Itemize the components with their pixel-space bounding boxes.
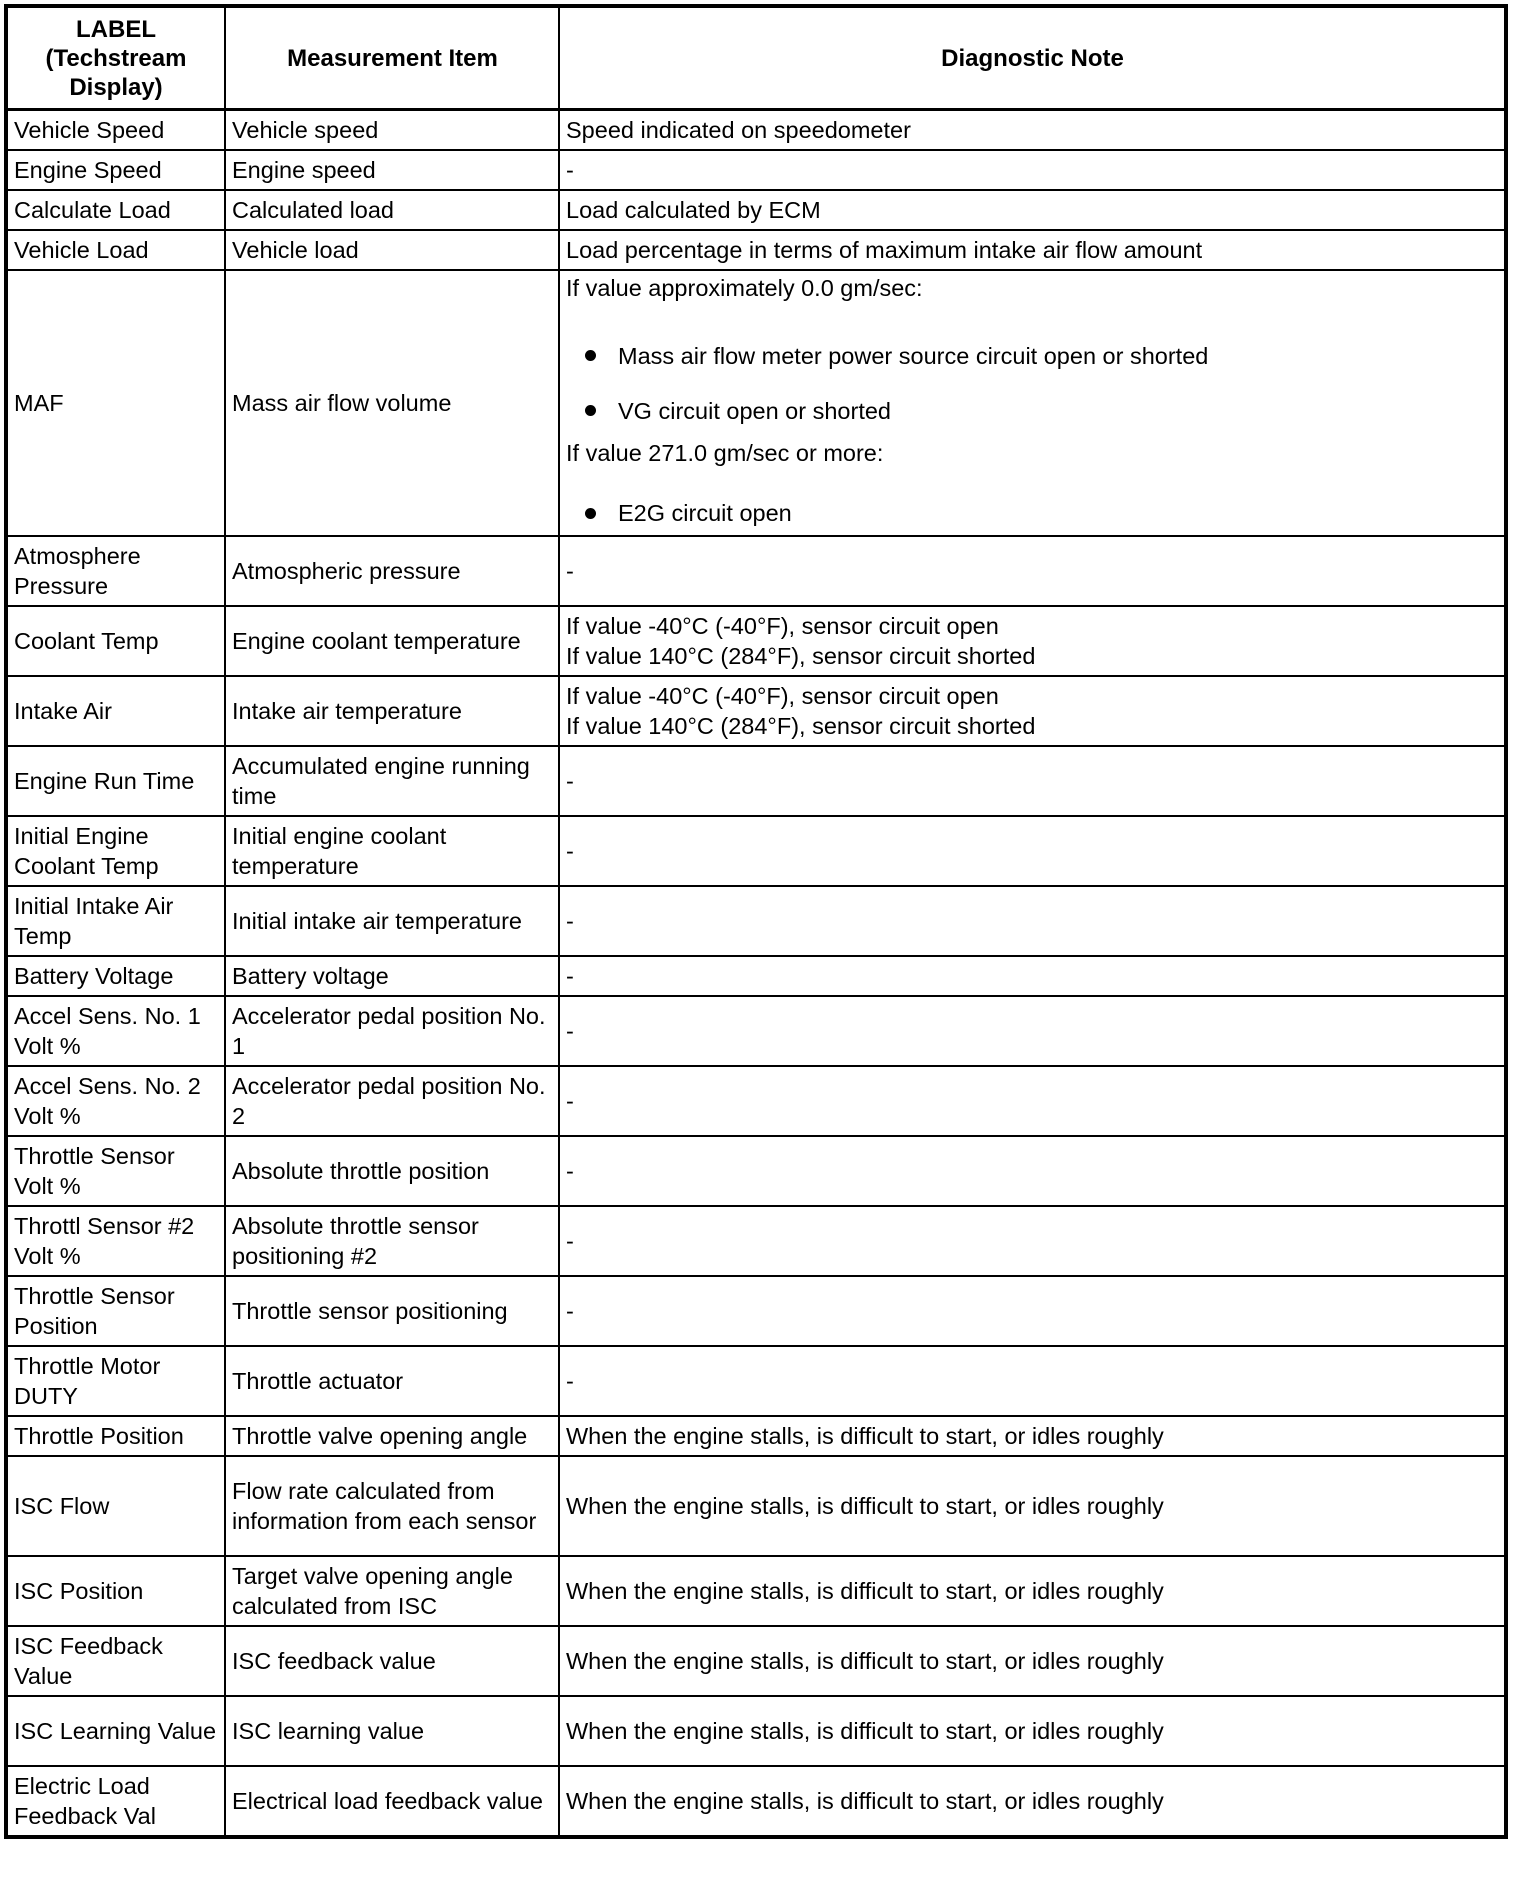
table-row <box>6 150 1506 190</box>
diagnostic-note-cell: - <box>559 1066 1506 1136</box>
label-cell: Vehicle Speed <box>6 110 225 151</box>
label-cell: Initial Intake Air Temp <box>6 886 225 956</box>
measurement-cell: Vehicle load <box>225 230 559 270</box>
diagnostic-note-cell: Load calculated by ECM <box>559 190 1506 230</box>
diagnostic-note-cell <box>559 606 1506 676</box>
diagnostic-note-cell: Load percentage in terms of maximum intake air flow amount <box>559 230 1506 270</box>
bullet-text: Mass air flow meter power source circuit open or shorted <box>618 342 1209 369</box>
bullet-text: E2G circuit open <box>618 500 792 526</box>
table-row <box>6 1346 1506 1416</box>
table-row <box>6 1416 1506 1456</box>
diagnostic-note-cell: - <box>559 746 1506 816</box>
measurement-cell: Initial intake air temperature <box>225 886 559 956</box>
diagnostic-note-cell: - <box>559 816 1506 886</box>
diagnostic-note-cell: When the engine stalls, is difficult to start, or idles roughly <box>559 1626 1506 1696</box>
table-row <box>6 1626 1506 1696</box>
header-diagnostic-note: Diagnostic Note <box>559 6 1506 110</box>
header-measurement-item: Measurement Item <box>225 6 559 110</box>
note-line: If value 140°C (284°F), sensor circuit shorted <box>566 713 1036 739</box>
bullet-icon <box>585 350 596 361</box>
measurement-cell: Throttle valve opening angle <box>225 1416 559 1456</box>
table-row <box>6 1456 1506 1556</box>
diagnostic-note-cell: When the engine stalls, is difficult to start, or idles roughly <box>559 1416 1506 1456</box>
label-cell: Initial Engine Coolant Temp <box>6 816 225 886</box>
measurement-cell: Accelerator pedal position No. 2 <box>225 1066 559 1136</box>
label-cell: Accel Sens. No. 2 Volt % <box>6 1066 225 1136</box>
measurement-cell: Flow rate calculated from information from each sensor <box>225 1456 559 1556</box>
measurement-cell: Battery voltage <box>225 956 559 996</box>
table-row <box>6 536 1506 606</box>
diagnostic-note-cell: Speed indicated on speedometer <box>559 110 1506 151</box>
note-paragraph: If value approximately 0.0 gm/sec: <box>566 275 923 301</box>
table-row <box>6 110 1506 151</box>
diagnostic-note-cell: - <box>559 1276 1506 1346</box>
measurement-cell: Target valve opening angle calculated from ISC <box>225 1556 559 1626</box>
label-cell: Vehicle Load <box>6 230 225 270</box>
measurement-cell: Throttle actuator <box>225 1346 559 1416</box>
diagnostic-note-cell: - <box>559 536 1506 606</box>
bullet-list-item <box>566 383 1499 438</box>
measurement-cell: Engine coolant temperature <box>225 606 559 676</box>
measurement-cell: Mass air flow volume <box>225 270 559 536</box>
diagnostic-note-cell: - <box>559 996 1506 1066</box>
table-header-row <box>6 6 1506 110</box>
table-row <box>6 746 1506 816</box>
table-row <box>6 676 1506 746</box>
label-cell: Battery Voltage <box>6 956 225 996</box>
label-cell: ISC Flow <box>6 1456 225 1556</box>
bullet-list-item <box>566 328 1499 383</box>
diagnostic-note-cell: - <box>559 1136 1506 1206</box>
measurement-cell: Engine speed <box>225 150 559 190</box>
note-paragraph: If value 271.0 gm/sec or more: <box>566 440 884 466</box>
diagnostic-note-cell: When the engine stalls, is difficult to start, or idles roughly <box>559 1456 1506 1556</box>
measurement-cell: Electrical load feedback value <box>225 1766 559 1837</box>
bullet-icon <box>585 508 596 519</box>
diagnostic-note-cell: - <box>559 150 1506 190</box>
measurement-cell: Initial engine coolant temperature <box>225 816 559 886</box>
table-row <box>6 1556 1506 1626</box>
measurement-cell: ISC learning value <box>225 1696 559 1766</box>
diagnostic-note-cell: When the engine stalls, is difficult to start, or idles roughly <box>559 1766 1506 1837</box>
diagnostic-note-cell: When the engine stalls, is difficult to start, or idles roughly <box>559 1556 1506 1626</box>
diagnostic-note-cell <box>559 676 1506 746</box>
label-cell: ISC Feedback Value <box>6 1626 225 1696</box>
measurement-cell: Throttle sensor positioning <box>225 1276 559 1346</box>
bullet-icon <box>585 405 596 416</box>
measurement-cell: Intake air temperature <box>225 676 559 746</box>
table-row <box>6 1206 1506 1276</box>
label-cell: Electric Load Feedback Val <box>6 1766 225 1837</box>
table-row <box>6 190 1506 230</box>
table-row <box>6 1696 1506 1766</box>
table-row <box>6 270 1506 536</box>
data-list-table <box>4 4 1508 1839</box>
measurement-cell: Absolute throttle sensor positioning #2 <box>225 1206 559 1276</box>
bullet-text: VG circuit open or shorted <box>618 397 891 424</box>
note-line: If value 140°C (284°F), sensor circuit shorted <box>566 643 1036 669</box>
measurement-cell: Vehicle speed <box>225 110 559 151</box>
diagnostic-note-cell: - <box>559 886 1506 956</box>
label-cell: Intake Air <box>6 676 225 746</box>
label-cell: Coolant Temp <box>6 606 225 676</box>
label-cell: Throttle Motor DUTY <box>6 1346 225 1416</box>
label-cell: Throttl Sensor #2 Volt % <box>6 1206 225 1276</box>
label-cell: Calculate Load <box>6 190 225 230</box>
diagnostic-note-cell: - <box>559 956 1506 996</box>
bullet-list-item <box>566 493 1499 533</box>
note-line: If value -40°C (-40°F), sensor circuit open <box>566 683 999 709</box>
label-cell: Accel Sens. No. 1 Volt % <box>6 996 225 1066</box>
diagnostic-note-cell: When the engine stalls, is difficult to start, or idles roughly <box>559 1696 1506 1766</box>
table-row <box>6 956 1506 996</box>
table-row <box>6 1136 1506 1206</box>
label-cell: Throttle Position <box>6 1416 225 1456</box>
label-cell: ISC Position <box>6 1556 225 1626</box>
diagnostic-note-cell: - <box>559 1206 1506 1276</box>
header-label: LABEL (Techstream Display) <box>6 6 225 110</box>
table-row <box>6 606 1506 676</box>
table-row <box>6 996 1506 1066</box>
table-row <box>6 1276 1506 1346</box>
measurement-cell: Calculated load <box>225 190 559 230</box>
label-cell: Throttle Sensor Volt % <box>6 1136 225 1206</box>
table-row <box>6 1066 1506 1136</box>
label-cell: ISC Learning Value <box>6 1696 225 1766</box>
diagnostic-note-cell <box>559 270 1506 536</box>
label-cell: MAF <box>6 270 225 536</box>
measurement-cell: Accelerator pedal position No. 1 <box>225 996 559 1066</box>
label-cell: Throttle Sensor Position <box>6 1276 225 1346</box>
measurement-cell: Atmospheric pressure <box>225 536 559 606</box>
label-cell: Engine Run Time <box>6 746 225 816</box>
measurement-cell: Accumulated engine running time <box>225 746 559 816</box>
table-row <box>6 886 1506 956</box>
label-cell: Engine Speed <box>6 150 225 190</box>
diagnostic-note-cell: - <box>559 1346 1506 1416</box>
table-row <box>6 1766 1506 1837</box>
note-line: If value -40°C (-40°F), sensor circuit open <box>566 613 999 639</box>
measurement-cell: Absolute throttle position <box>225 1136 559 1206</box>
measurement-cell: ISC feedback value <box>225 1626 559 1696</box>
table-row <box>6 816 1506 886</box>
label-cell: Atmosphere Pressure <box>6 536 225 606</box>
table-row <box>6 230 1506 270</box>
maf-note-block <box>566 271 1499 535</box>
